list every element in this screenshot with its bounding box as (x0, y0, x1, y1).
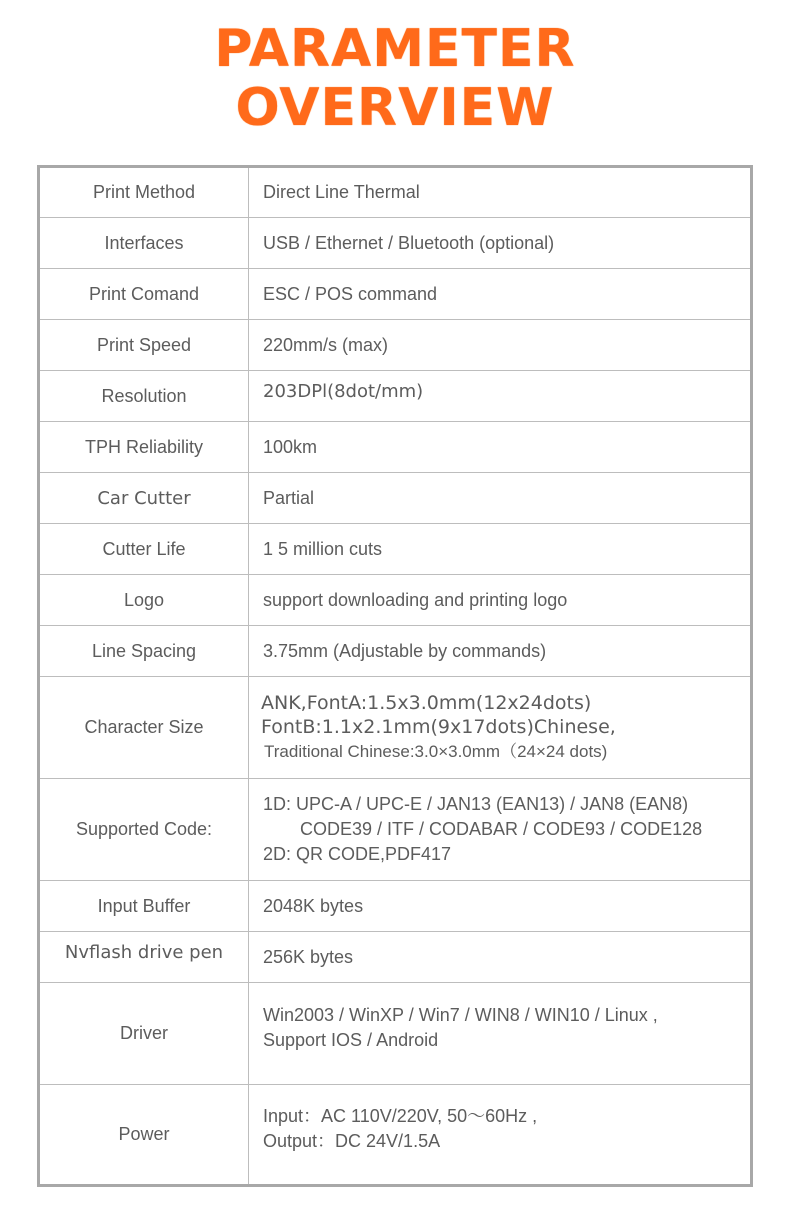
table-row-car-cutter (39, 473, 752, 524)
table-row-character-size (39, 677, 752, 779)
row-value: Input：AC 110V/220V, 50～60Hz , Output：DC 24V/1.5A (249, 1085, 752, 1186)
row-label: Input Buffer (39, 881, 249, 932)
table-row-line-spacing (39, 626, 752, 677)
row-value: Direct Line Thermal (249, 167, 752, 218)
table-row-tph-reliability (39, 422, 752, 473)
parameter-table (37, 165, 753, 1187)
row-value: 100km (249, 422, 752, 473)
table-row-print-method (39, 167, 752, 218)
table-row-resolution (39, 371, 752, 422)
row-label: Line Spacing (39, 626, 249, 677)
row-label: Power (39, 1085, 249, 1186)
row-value: 2048K bytes (249, 881, 752, 932)
row-label: Print Speed (39, 320, 249, 371)
row-value: 256K bytes (249, 932, 752, 983)
row-label: Print Comand (39, 269, 249, 320)
table-row-power (39, 1085, 752, 1186)
row-value: 220mm/s (max) (249, 320, 752, 371)
row-label: Print Method (39, 167, 249, 218)
row-value: 203DPl(8dot/mm) (249, 371, 752, 422)
row-label: Interfaces (39, 218, 249, 269)
table-row-print-speed (39, 320, 752, 371)
row-label: Resolution (39, 371, 249, 422)
table-row-cutter-life (39, 524, 752, 575)
row-value: 1D: UPC-A / UPC-E / JAN13 (EAN13) / JAN8 (EAN8) CODE39 / ITF / CODABAR / CODE93 / CODE128 2D: QR CODE,PDF417 (249, 779, 752, 881)
row-label: Nvflash drive pen (39, 932, 249, 983)
table-row-logo (39, 575, 752, 626)
row-label: Car Cutter (39, 473, 249, 524)
row-value: USB / Ethernet / Bluetooth (optional) (249, 218, 752, 269)
row-label: Logo (39, 575, 249, 626)
row-value: Win2003 / WinXP / Win7 / WIN8 / WIN10 / Linux , Support IOS / Android (249, 983, 752, 1085)
row-label: Supported Code: (39, 779, 249, 881)
table-row-nvflash (39, 932, 752, 983)
row-value: ESC / POS command (249, 269, 752, 320)
row-label: TPH Reliability (39, 422, 249, 473)
row-value: 3.75mm (Adjustable by commands) (249, 626, 752, 677)
page-title-line1: PARAMETER (214, 19, 576, 79)
row-value: Partial (249, 473, 752, 524)
row-label: Cutter Life (39, 524, 249, 575)
row-value: 1 5 million cuts (249, 524, 752, 575)
table-row-driver (39, 983, 752, 1085)
table-row-input-buffer (39, 881, 752, 932)
table-row-supported-code (39, 779, 752, 881)
row-label: Driver (39, 983, 249, 1085)
row-value: support downloading and printing logo (249, 575, 752, 626)
row-label: Character Size (39, 677, 249, 779)
table-row-interfaces (39, 218, 752, 269)
page-title-line2: OVERVIEW (235, 78, 555, 138)
row-value: ANK,FontA:1.5x3.0mm(12x24dots) FontB:1.1x2.1mm(9x17dots)Chinese, Traditional Chinese:3.0×3.0mm（24×24 dots) (249, 677, 752, 779)
table-row-print-command (39, 269, 752, 320)
